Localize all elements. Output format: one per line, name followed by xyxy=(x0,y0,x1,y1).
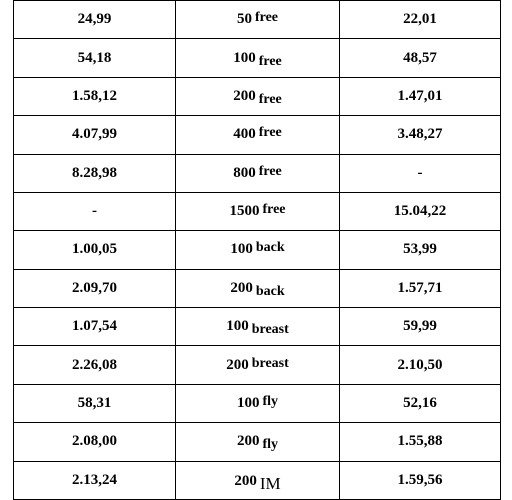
event-distance: 100 xyxy=(236,394,260,411)
time-left: 58,31 xyxy=(14,384,176,422)
event-stroke: free xyxy=(258,125,282,141)
table-row xyxy=(14,384,501,422)
event-cell xyxy=(176,1,340,39)
event-stroke: free xyxy=(254,10,279,26)
event-cell xyxy=(176,269,340,307)
time-left: 1.00,05 xyxy=(14,231,176,269)
event-distance: 200 xyxy=(230,279,253,296)
time-right: - xyxy=(340,154,501,192)
table-row xyxy=(14,423,501,461)
time-right: 15.04,22 xyxy=(340,192,501,230)
event-distance: 100 xyxy=(226,318,249,335)
event-cell xyxy=(176,39,340,77)
time-left: 1.58,12 xyxy=(14,77,176,115)
time-right: 48,57 xyxy=(340,39,501,77)
time-right: 3.48,27 xyxy=(340,116,501,154)
event-stroke: free xyxy=(258,163,282,179)
time-left: 8.28,98 xyxy=(14,154,176,192)
time-left: - xyxy=(14,192,176,230)
event-distance: 200 xyxy=(233,87,256,104)
event-cell xyxy=(176,154,340,192)
event-cell xyxy=(176,192,340,230)
event-cell xyxy=(176,308,340,346)
time-right: 1.47,01 xyxy=(340,77,501,115)
time-left: 2.09,70 xyxy=(14,269,176,307)
event-distance: 100 xyxy=(233,49,256,66)
time-right: 1.59,56 xyxy=(340,461,501,500)
event-distance: 200 xyxy=(234,473,257,490)
event-stroke: breast xyxy=(251,355,289,371)
event-distance: 50 xyxy=(236,11,252,28)
event-stroke: free xyxy=(262,202,286,218)
event-stroke: free xyxy=(258,53,282,69)
time-right: 1.57,71 xyxy=(340,269,501,307)
table-row xyxy=(14,346,501,384)
time-right: 1.55,88 xyxy=(340,423,501,461)
event-distance: 200 xyxy=(226,356,249,373)
event-cell xyxy=(176,231,340,269)
time-left: 2.13,24 xyxy=(14,461,176,500)
table-row xyxy=(14,39,501,77)
event-stroke: fly xyxy=(262,437,279,453)
event-stroke: fly xyxy=(262,393,279,409)
table-row xyxy=(14,77,501,115)
time-left: 2.26,08 xyxy=(14,346,176,384)
time-left: 1.07,54 xyxy=(14,308,176,346)
time-left: 2.08,00 xyxy=(14,423,176,461)
time-right: 2.10,50 xyxy=(340,346,501,384)
time-right: 22,01 xyxy=(340,1,501,39)
table-row xyxy=(14,192,501,230)
time-right: 52,16 xyxy=(340,384,501,422)
event-stroke: IM xyxy=(259,474,281,494)
times-table-body xyxy=(14,1,501,500)
table-row xyxy=(14,269,501,307)
event-stroke: free xyxy=(258,91,282,107)
event-distance: 1500 xyxy=(229,203,260,220)
event-cell xyxy=(176,384,340,422)
event-distance: 400 xyxy=(233,126,256,143)
table-row xyxy=(14,308,501,346)
event-stroke: breast xyxy=(251,322,289,338)
table-row xyxy=(14,116,501,154)
event-stroke: back xyxy=(255,240,285,256)
event-cell xyxy=(176,116,340,154)
table-row xyxy=(14,461,501,500)
time-left: 54,18 xyxy=(14,39,176,77)
event-distance: 100 xyxy=(230,241,253,258)
time-left: 4.07,99 xyxy=(14,116,176,154)
time-left: 24,99 xyxy=(14,1,176,39)
table-row xyxy=(14,231,501,269)
table-row xyxy=(14,1,501,39)
event-stroke: back xyxy=(255,283,285,299)
event-cell xyxy=(176,346,340,384)
event-cell xyxy=(176,77,340,115)
event-distance: 200 xyxy=(236,433,260,450)
time-right: 59,99 xyxy=(340,308,501,346)
event-cell xyxy=(176,461,340,500)
event-cell xyxy=(176,423,340,461)
times-table xyxy=(13,0,501,500)
event-distance: 800 xyxy=(233,164,256,181)
table-row xyxy=(14,154,501,192)
time-right: 53,99 xyxy=(340,231,501,269)
